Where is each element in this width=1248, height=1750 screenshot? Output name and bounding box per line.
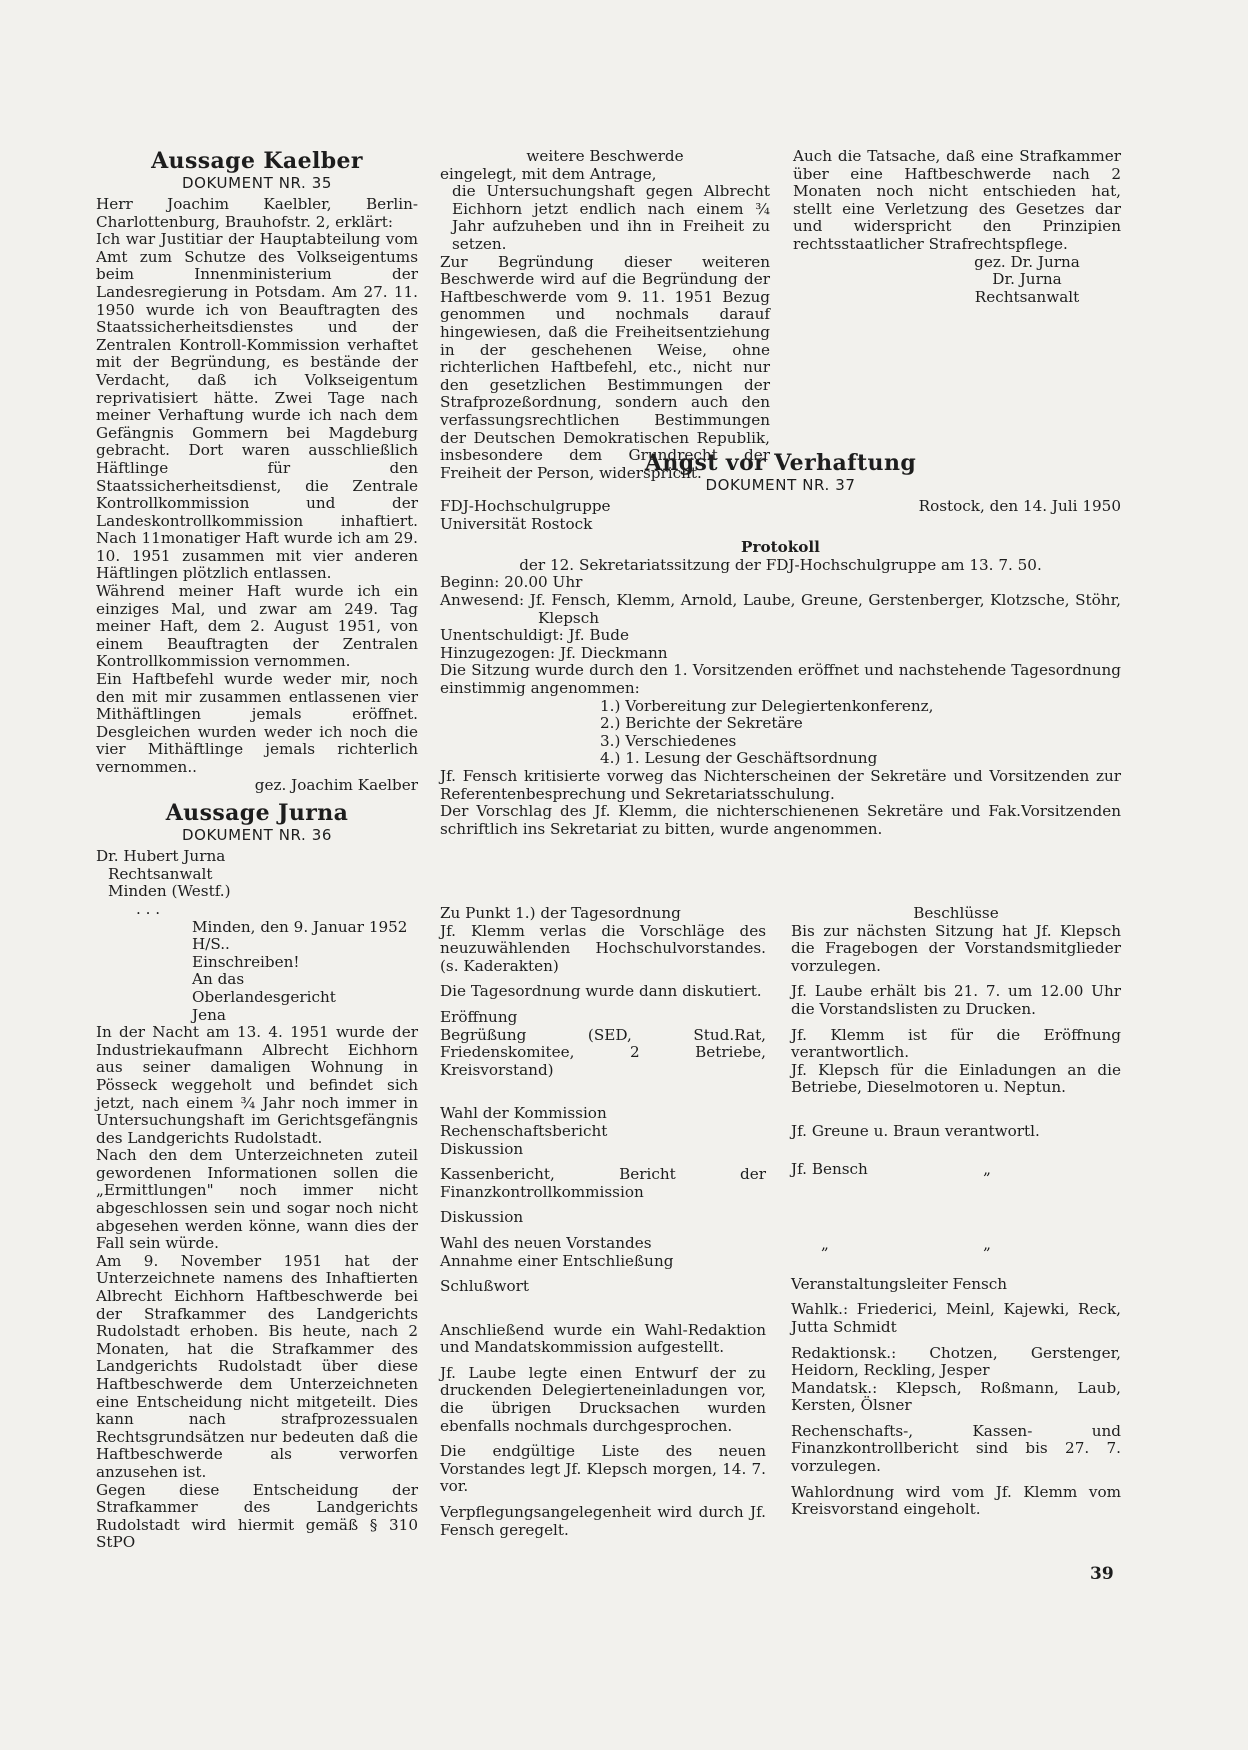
doc37-vorschlag: Der Vorschlag des Jf. Klemm, die nichterschienenen Sekretäre und Fak.Vorsitzenden schriftlich ins Sekretariat zu bitten, wurde angenommen. [440,802,1121,838]
doc37-header [440,450,1121,838]
doc35-intro: Herr Joachim Kaelbler, Berlin-Charlottenburg, Brauhofstr. 2, erklärt: [96,195,418,231]
doc37-right-item: Wahlk.: Friederici, Meinl, Kajewki, Reck, Jutta Schmidt [791,1300,1121,1336]
doc36-weitere-beschwerde: weitere Beschwerde [526,147,684,165]
doc37-right-item: Rechenschafts-, Kassen- und Finanzkontrollbericht sind bis 27. 7. vorzulegen. [791,1421,1121,1476]
doc37-left-item: Die Tagesordnung wurde dann diskutiert. [440,982,762,1001]
doc37-right-item: Jf. Klepsch für die Einladungen an die Betriebe, Dieselmotoren u. Neptun. [791,1060,1121,1097]
doc37-anwesend: Anwesend: Jf. Fensch, Klemm, Arnold, Laube, Greune, Gerstenberger, Klotzsche, Stöhr, Klepsch [440,590,1121,627]
doc37-right-item: Mandatsk.: Klepsch, Roßmann, Laub, Kersten, Ölsner [791,1378,1121,1415]
doc36-sig2: Dr. Jurna [992,270,1062,289]
doc37-left-item: Anschließend wurde ein Wahl-Redaktion und Mandatskommission aufgestellt. [440,1320,766,1357]
doc37-left-item: Schlußwort [440,1277,529,1296]
ditto-mark: „ [821,1235,829,1254]
doc37-right-item: Veranstaltungsleiter Fensch [791,1274,1008,1293]
doc37-protokoll: Protokoll [741,538,820,557]
doc37-left-item: Diskussion [440,1139,524,1158]
doc36-para6: Auch die Tatsache, daß eine Strafkammer über eine Haftbeschwerde nach 2 Monaten noch nicht entschieden hat, stellt eine Verletzung des Gesetzes dar und widerspricht den Prinzipien rechtsstaatlicher Strafrechtspflege. [793,147,1121,253]
doc36-mode: Einschreiben! [192,952,300,971]
doc36-para2: Nach den dem Unterzeichneten zuteil gewordenen Informationen sollen die „Ermittlungen" noch immer nicht abgeschlossen sein und sogar noch nicht abgesehen werden könne, wann dies der Fall sein würde. [96,1146,418,1253]
column-right [793,148,1121,306]
doc36-sig3: Rechtsanwalt [974,287,1080,306]
doc37-top-4: 4.) 1. Lesung der Geschäftsordnung [600,749,878,768]
doc37-left-item: Jf. Laube legte einen Entwurf der zu druckenden Delegierteneinladungen vor, die übrigen Drucksachen wurden ebenfalls nochmals durchgesprochen. [440,1363,766,1435]
doc37-date: Rostock, den 14. Juli 1950 [918,497,1121,515]
doc36-addr1: Dr. Hubert Jurna [96,847,226,866]
doc37-left-item: Rechenschaftsbericht [440,1121,608,1140]
doc36-dots: . . . [136,899,161,918]
doc37-left-item: Eröffnung [440,1007,518,1026]
doc35-para1: Ich war Justitiar der Hauptabteilung vom Amt zum Schutze des Volkseigentums beim Innenministerium der Landesregierung in Potsdam. Am 27. 11. 1950 wurde ich von Beauftragten des Staatssicherheitsdienstes und der Zentralen Kontroll-Kommission verhaftet mit der Begründung, es bestände der Verdacht, daß ich Volkseigentum reprivatisiert hätte. Zwei Tage nach meiner Verhaftung wurde ich nach dem Gefängnis Gommern bei Magdeburg gebracht. Dort waren ausschließlich Häftlinge für den Staatssicherheitsdienst, die Zentrale Kontrollkommission und der Landeskontrollkommission inhaftiert. Nach 11monatiger Haft wurde ich am 29. 10. 1951 zusammen mit vier anderen Häftlingen plötzlich entlassen. [96,230,418,583]
doc37-beginn: Beginn: 20.00 Uhr [440,573,583,592]
doc37-right-item: Wahlordnung wird vom Jf. Klemm vom Kreisvorstand eingeholt. [791,1482,1121,1519]
doc37-right-item: Redaktionsk.: Chotzen, Gerstenger, Heidorn, Reckling, Jesper [791,1343,1121,1380]
doc37-left-item: Verpflegungsangelegenheit wird durch Jf. Fensch geregelt. [440,1503,766,1539]
doc37-right-item: Jf. Greune u. Braun verantwortl. [791,1121,1040,1140]
doc37-right-item: Bis zur nächsten Sitzung hat Jf. Klepsch die Fragebogen der Vorstandsmitglieder vorzulegen. [791,921,1121,975]
doc37-left-column [440,905,766,1539]
doc36-para1: In der Nacht am 13. 4. 1951 wurde der Industriekaufmann Albrecht Eichhorn aus seiner damaligen Wohnung in Pösseck weggeholt und befindet sich jetzt, nach einem ¾ Jahr noch immer in Untersuchungshaft im Gerichtsgefängnis des Landgerichts Rudolstadt. [96,1023,418,1147]
doc37-top-1: 1.) Vorbereitung zur Delegiertenkonferenz, [600,696,934,715]
doc37-number: DOKUMENT NR. 37 [705,476,856,494]
doc37-right-column [791,905,1121,1519]
doc37-left-item: Begrüßung (SED, Stud.Rat, Friedenskomitee, 2 Betriebe, Kreisvorstand) [440,1025,766,1079]
doc37-right-item: Jf. Klemm ist für die Eröffnung verantwortlich. [791,1025,1121,1062]
doc37-title: Angst vor Verhaftung [644,450,917,476]
doc37-sitzung: Die Sitzung wurde durch den 1. Vorsitzenden eröffnet und nachstehende Tagesordnung einstimmig angenommen: [440,661,1121,697]
doc36-to1: An das [192,970,245,989]
doc36-para5: Zur Begründung dieser weiteren Beschwerde wird auf die Begründung der Haftbeschwerde vom 9. 11. 1951 Bezug genommen und nochmals darauf hingewiesen, daß die Freiheitsentziehung in der geschehenen Weise, ohne richterlichen Haftbefehl, etc., nicht nur den gesetzlichen Bestimmungen der Strafprozeßordnung, sondern auch den verfassungsrechtlichen Bestimmungen der Deutschen Demokratischen Republik, insbesondere dem Grundrecht der Freiheit der Person, widerspricht. [440,252,770,482]
doc36-title: Aussage Jurna [165,800,349,827]
doc37-top-3: 3.) Verschiedenes [600,731,737,750]
doc37-hinzugezogen: Hinzugezogen: Jf. Dieckmann [440,643,668,662]
doc36-addr3: Minden (Westf.) [108,882,231,901]
doc36-sig1: gez. Dr. Jurna [974,252,1080,271]
doc36-to2: Oberlandesgericht [192,987,336,1006]
doc37-kritik: Jf. Fensch kritisierte vorweg das Nichterscheinen der Sekretäre und Vorsitzenden zur Referentenbesprechung und Sekretariatsschulung. [440,766,1121,803]
doc35-signature: gez. Joachim Kaelber [254,775,418,794]
doc37-left-item: Die endgültige Liste des neuen Vorstandes legt Jf. Klepsch morgen, 14. 7. vor. [440,1442,766,1496]
doc37-subtitle: der 12. Sekretariatssitzung der FDJ-Hochschulgruppe am 13. 7. 50. [519,555,1042,574]
doc37-right-item: Jf. Laube erhält bis 21. 7. um 12.00 Uhr die Vorstandslisten zu Drucken. [791,982,1121,1018]
doc37-unentschuldigt: Unentschuldigt: Jf. Bude [440,626,629,645]
doc36-ref: H/S.. [192,935,230,954]
ditto-mark: „ [983,1159,991,1178]
doc36-antrag: die Untersuchungshaft gegen Albrecht Eichhorn jetzt endlich nach einem ¾ Jahr aufzuheben und ihn in Freiheit zu setzen. [452,182,770,253]
doc36-date: Minden, den 9. Januar 1952 [192,917,408,936]
doc37-top-2: 2.) Berichte der Sekretäre [600,714,803,733]
doc35-title: Aussage Kaelber [151,148,363,174]
doc35-number: DOKUMENT NR. 35 [181,174,333,192]
column-left [96,148,418,1552]
page-number: 39 [1090,1564,1114,1584]
doc37-right-item: Jf. Bensch [791,1159,868,1178]
doc37-org1: FDJ-Hochschulgruppe [440,497,611,515]
doc37-left-item: Jf. Klemm verlas die Vorschläge des neuzuwählenden Hochschulvorstandes. (s. Kaderakten) [440,921,766,975]
doc37-left-item: Zu Punkt 1.) der Tagesordnung [440,904,681,922]
doc36-eingelegt: eingelegt, mit dem Antrage, [440,164,657,183]
doc37-left-item: Wahl der Kommission [440,1104,607,1123]
doc36-to3: Jena [192,1005,226,1024]
doc37-left-item: Kassenbericht, Bericht der Finanzkontrollkommission [440,1165,766,1201]
doc37-left-item: Diskussion [440,1208,524,1227]
doc37-left-item: Annahme einer Entschließung [440,1251,674,1270]
doc35-para2: Während meiner Haft wurde ich ein einziges Mal, und zwar am 249. Tag meiner Haft, dem 2. August 1951, von einem Beauftragten der Zentralen Kontrollkommission vernommen. [96,582,418,671]
doc36-para4: Gegen diese Entscheidung der Strafkammer des Landgerichts Rudolstadt wird hiermit gemäß § 310 StPO [96,1480,418,1552]
doc37-org2: Universität Rostock [440,514,593,533]
doc36-addr2: Rechtsanwalt [108,864,213,883]
doc37-left-item: Wahl des neuen Vorstandes [440,1233,652,1252]
doc37-beschluesse-heading: Beschlüsse [913,904,999,922]
doc36-para3: Am 9. November 1951 hat der Unterzeichnete namens des Inhaftierten Albrecht Eichhorn Haftbeschwerde bei der Strafkammer des Landgerichts Rudolstadt erhoben. Bis heute, nach 2 Monaten, hat die Strafkammer des Landgerichts Rudolstadt über diese Haftbeschwerde dem Unterzeichneten eine Entscheidung nicht mitgeteilt. Dies kann nach strafprozessualen Rechtsgrundsätzen nur bedeuten daß die Haftbeschwerde als verworfen anzusehen ist. [96,1251,418,1481]
doc35-para3: Ein Haftbefehl wurde weder mir, noch den mit mir zusammen entlassenen vier Mithäftlingen jemals eröffnet. Desgleichen wurden weder ich noch die vier Mithäftlinge jemals richterlich vernommen.. [96,670,418,776]
ditto-mark: „ [983,1235,991,1254]
doc36-number: DOKUMENT NR. 36 [181,826,333,845]
column-middle [440,148,770,482]
